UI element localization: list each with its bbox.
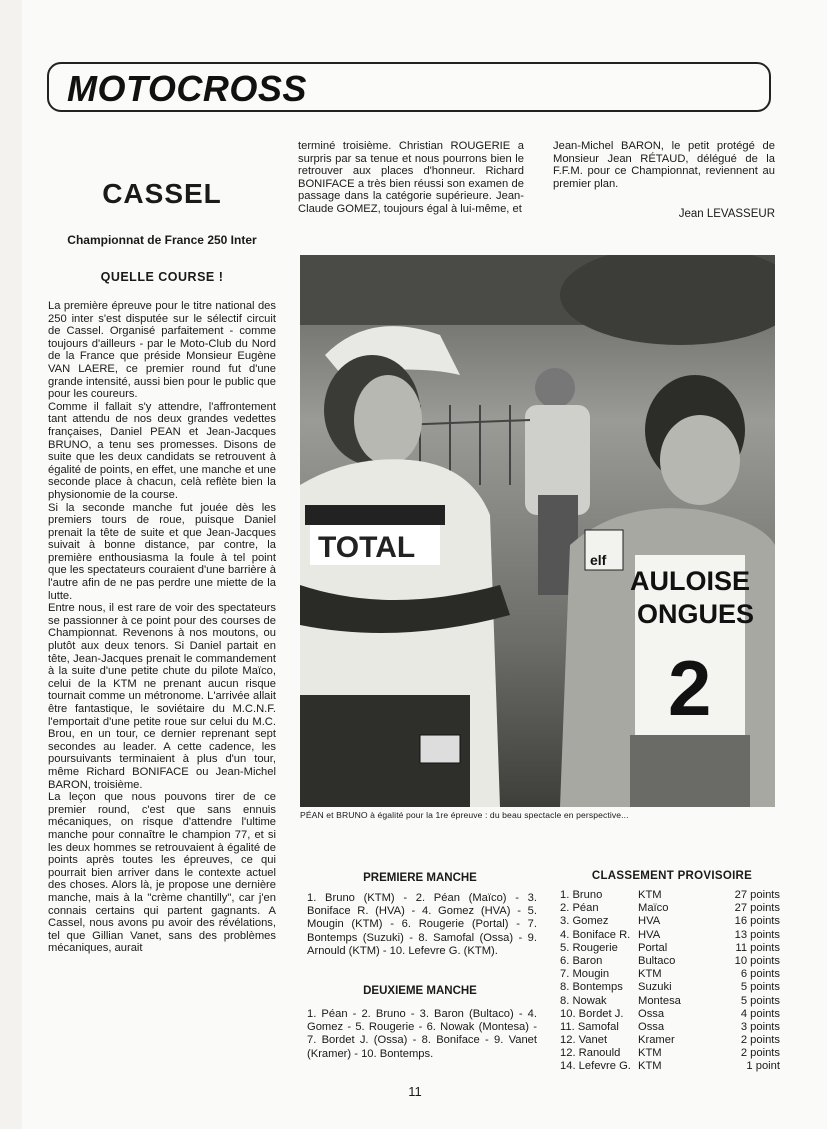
paragraph: Entre nous, il est rare de voir des spectateurs se passionner à ce point pour des courses de Championnat. Revenons à nos moutons, ou plutôt aux deux tenors. Si Daniel partait en tête, Jean-Jacques prenait le commandement à la suite d'une petite chute du pilote Maïco, celui de la KTM ne prenant aucun risque tournait comme un métronome. L'arrivée allait être fantastique, le soviétaire du M.C.N.F. l'emportait d'une petite roue sur celui du M.C. Brou, en un tour, ce dernier reprenant sept secondes au leader. A cette cadence, les poursuivants terminaient à plus d'un tour, même Richard BONIFACE ou Jean-Michel BARON, troisième. (48, 602, 276, 791)
standing-brand: HVA (638, 915, 661, 928)
standing-brand: Montesa (638, 994, 681, 1007)
standing-points: 27 points (734, 902, 780, 915)
standings-row (560, 889, 782, 902)
elf-patch: elf (590, 552, 607, 568)
standing-rider: 5. Rougerie (560, 941, 618, 954)
standings-table (560, 889, 782, 1074)
photo-caption: PÉAN et BRUNO à égalité pour la 1re épreuve : du beau spectacle en perspective... (300, 810, 629, 820)
author-signature: Jean LEVASSEUR (678, 208, 775, 220)
standing-brand: Suzuki (638, 981, 672, 994)
paragraph: terminé troisième. Christian ROUGERIE a surpris par sa tenue et nous pourrons bien le retrouver aux places d'honneur. Richard BONIFACE a très bien réussi son examen de passage dans la catégorie supérieure. Jean-Claude GOMEZ, toujours égal à lui-même, et (298, 140, 524, 215)
section-banner (47, 62, 771, 112)
section-title: QUELLE COURSE ! (100, 270, 224, 284)
standing-rider: 7. Mougin (560, 968, 610, 981)
standings-row (560, 1047, 782, 1060)
standing-rider: 3. Gomez (560, 915, 609, 928)
standings-row (560, 981, 782, 994)
standing-rider: 8. Bontemps (560, 981, 623, 994)
paragraph: Comme il fallait s'y attendre, l'affrontement tant attendu de nos deux grandes vedettes françaises, Daniel PEAN et Jean-Jacques BRUNO, a tenu ses promesses. Disons de suite que les deux candidats se retrouvent à égalité de points, en effet, une manche et une seconde place à chacun, celà reflète bien la physionomie de la course. (48, 400, 276, 501)
first-heat-results: 1. Bruno (KTM) - 2. Péan (Maïco) - 3. Boniface R. (HVA) - 4. Gomez (HVA) - 5. Mougin (KTM) - 6. Rougerie (Portal) - 7. Bontemps (Suzuki) - 8. Samofal (Ossa) - 9. Arnould (KTM) - 10. Lefevre G. (KTM). (307, 892, 537, 957)
standing-points: 1 point (746, 1060, 780, 1073)
standings-row (560, 929, 782, 942)
standings-row (560, 955, 782, 968)
standing-brand: KTM (638, 1047, 662, 1060)
article-subheadline: Championnat de France 250 Inter (67, 233, 257, 247)
paragraph: Si la seconde manche fut jouée dès les premiers tours de roue, puisque Daniel prenait la tête de suite et que Jean-Jacques suivait à bonne distance, par contre, la première enthousiasma la foule à tel point que les spectateurs couraient d'une barrière à l'autre afin de ne pas perdre une miette de la lutte. (48, 501, 276, 602)
shirt-text-left: TOTAL (318, 531, 416, 564)
standing-brand: Portal (638, 941, 668, 954)
second-heat-results: 1. Péan - 2. Bruno - 3. Baron (Bultaco) - 4. Gomez - 5. Rougerie - 6. Nowak (Montesa) - 7. Bordet J. (Ossa) - 8. Boniface - 9. Vanet (Kramer) - 10. Bontemps. (307, 1008, 537, 1060)
photo-illustration (300, 255, 775, 807)
standing-brand: HVA (638, 928, 661, 941)
standing-rider: 1. Bruno (560, 889, 603, 901)
standing-points: 10 points (734, 954, 780, 967)
standing-rider: 12. Vanet (560, 1034, 608, 1047)
standings-row (560, 968, 782, 981)
standing-brand: KTM (638, 1060, 662, 1073)
banner-title: MOTOCROSS (67, 68, 307, 109)
article-headline: CASSEL (102, 178, 222, 209)
standings-row (560, 902, 782, 915)
bib-number: 2 (668, 644, 712, 732)
standing-points: 5 points (740, 981, 780, 994)
article-column-1 (48, 300, 276, 955)
standing-points: 27 points (734, 889, 780, 901)
second-heat-title: DEUXIEME MANCHE (363, 985, 477, 997)
standing-points: 2 points (740, 1034, 780, 1047)
standing-rider: 10. Bordet J. (560, 1007, 624, 1020)
standings-row (560, 1060, 782, 1073)
shirt-text-right-2: ONGUES (637, 599, 755, 629)
standing-rider: 6. Baron (560, 954, 603, 967)
standing-brand: KTM (638, 889, 662, 901)
standing-brand: Ossa (638, 1007, 665, 1020)
paragraph: La leçon que nous pouvons tirer de ce premier round, c'est que sans ennuis mécaniques, on risque d'attendre l'ultime manche pour connaître le champion 77, et si les deux hommes se retrouvaient à égalité de points après toutes les épreuves, ce qui pourrait bien arriver dans le contexte actuel des choses. Alors là, je propose une dernière manche, mais à la "crème chantilly", car j'en connais certains qui partent gagnants. A Cassel, nous avons pu avoir des révélations, tel que Gillian Vanet, sans des problèmes mécaniques, aurait (48, 791, 276, 955)
standing-brand: Bultaco (638, 954, 676, 967)
standing-brand: KTM (638, 968, 662, 981)
standing-brand: Kramer (638, 1034, 675, 1047)
standing-rider: 12. Ranould (560, 1047, 621, 1060)
standing-rider: 8. Nowak (560, 994, 607, 1007)
standings-row (560, 1034, 782, 1047)
article-column-3 (553, 140, 775, 190)
standings-title: CLASSEMENT PROVISOIRE (591, 870, 753, 882)
standing-points: 3 points (740, 1020, 780, 1033)
standings-row (560, 1021, 782, 1034)
standing-points: 11 points (735, 941, 780, 954)
standing-brand: Ossa (638, 1020, 665, 1033)
paragraph: Jean-Michel BARON, le petit protégé de Monsieur Jean RÉTAUD, délégué de la F.F.M. pour ce Championnat, reviennent au premier plan. (553, 140, 775, 190)
standing-points: 2 points (740, 1047, 780, 1060)
standing-rider: 11. Samofal (560, 1020, 619, 1033)
standing-points: 6 points (740, 968, 780, 981)
first-heat-title: PREMIERE MANCHE (363, 872, 477, 884)
race-photo (300, 255, 775, 807)
standing-points: 16 points (734, 915, 780, 928)
standings-row (560, 915, 782, 928)
article-column-2 (298, 140, 524, 216)
page-number: 11 (408, 1084, 422, 1099)
standings-row (560, 1008, 782, 1021)
standing-brand: Maïco (638, 902, 669, 915)
standing-rider: 2. Péan (560, 902, 599, 915)
standing-rider: 4. Boniface R. (560, 928, 631, 941)
standing-rider: 14. Lefevre G. (560, 1060, 631, 1073)
standings-row (560, 942, 782, 955)
standing-points: 13 points (734, 928, 780, 941)
paragraph: La première épreuve pour le titre national des 250 inter s'est disputée sur le sélectif circuit de Cassel. Organisé parfaitement - comme toujours d'ailleurs - par le Moto-Club du Nord de la France que préside Monsieur Eugène VAN LAERE, ce premier round fut d'une grande intensité, aussi bien pour le public que pour les coureurs. (48, 300, 276, 401)
shirt-text-right-1: AULOISE (630, 566, 751, 596)
standing-points: 5 points (740, 994, 780, 1007)
standing-points: 4 points (740, 1007, 780, 1020)
standings-row (560, 995, 782, 1008)
